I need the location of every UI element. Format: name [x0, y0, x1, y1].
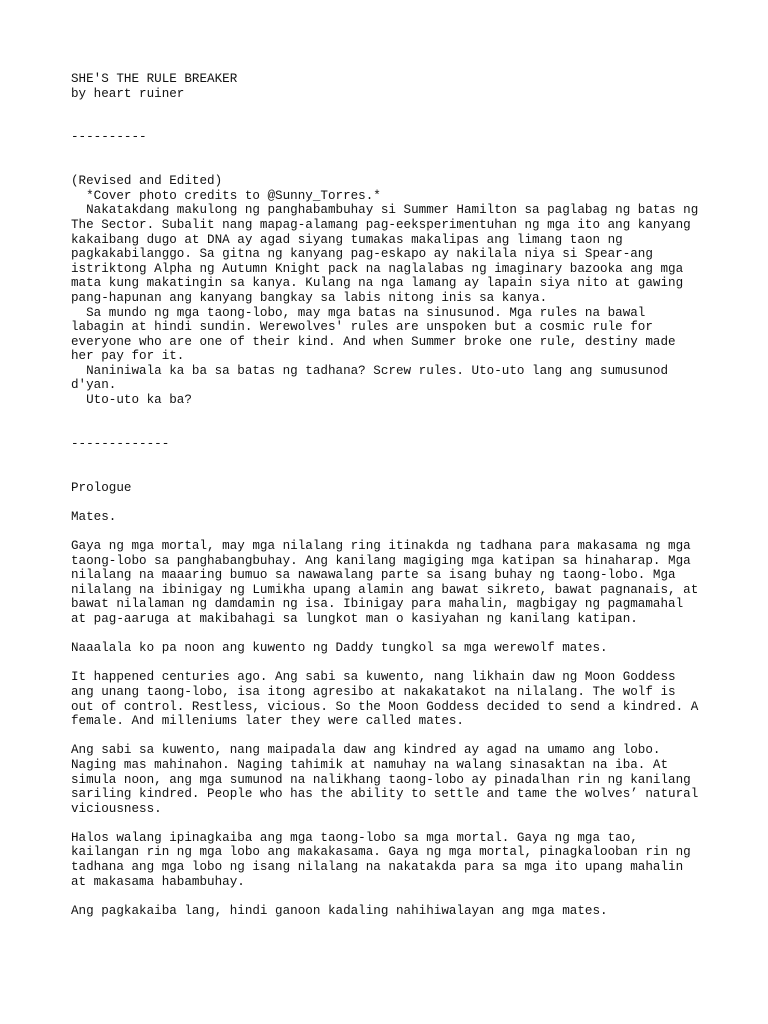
document-page — [71, 72, 711, 918]
text-line: out of control. Restless, vicious. So the Moon Goddess decided to send a kindred. A — [71, 699, 699, 714]
text-line: ang unang taong-lobo, isa itong agresibo at nakakatakot na nilalang. The wolf is — [71, 684, 676, 699]
text-line: kakaibang dugo at DNA ay agad siyang tumakas makalipas ang limang taon ng — [71, 232, 623, 247]
text-line: her pay for it. — [71, 349, 185, 364]
text-line: kailangan rin ng mga lobo ang makakasama. Gaya ng mga mortal, pinagkalooban rin ng — [71, 845, 691, 860]
body-paragraph-6: Ang pagkakaiba lang, hindi ganoon kadaling nahihiwalayan ang mga mates. — [71, 903, 608, 918]
blurb-paragraph-3 — [71, 364, 711, 393]
text-line: Nakatakdang makulong ng panghabambuhay si Summer Hamilton sa paglabag ng batas ng — [71, 203, 699, 218]
blurb-paragraph-4: Uto-uto ka ba? — [71, 393, 192, 408]
text-line: taong-lobo sa panghabangbuhay. Ang kanilang magiging mga katipan sa hinaharap. Mga — [71, 553, 691, 568]
text-line: pagkakabilanggo. Sa gitna ng kanyang pag-eskapo ay nakilala niya si Spear-ang — [71, 247, 653, 262]
body-paragraph-1 — [71, 539, 711, 627]
text-line: tadhana ang mga lobo ng isang nilalang na nakatakda para sa mga ito upang mahalin — [71, 860, 684, 875]
blurb-paragraph-2 — [71, 306, 711, 364]
revision-note: (Revised and Edited) — [71, 174, 223, 189]
body-paragraph-5 — [71, 831, 711, 889]
text-line: Naging mas mahinahon. Naging tahimik at namuhay na walang sinasaktan na iba. At — [71, 757, 669, 772]
text-line: pang-hapunan ang kanyang bangkay sa labis nitong inis sa kanya. — [71, 290, 548, 305]
text-line: istriktong Alpha ng Autumn Knight pack na naglalabas ng imaginary bazooka ang mga — [71, 261, 684, 276]
author-byline: by heart ruiner — [71, 86, 185, 101]
text-line: everyone who are one of their kind. And when Summer broke one rule, destiny made — [71, 334, 676, 349]
body-paragraph-3 — [71, 670, 711, 728]
text-line: Sa mundo ng mga taong-lobo, may mga batas na sinusunod. Mga rules na bawal — [71, 305, 646, 320]
text-line: viciousness. — [71, 801, 162, 816]
text-line: It happened centuries ago. Ang sabi sa kuwento, nang likhain daw ng Moon Goddess — [71, 670, 676, 685]
text-line: simula noon, ang mga sumunod na nalikhang taong-lobo ay pinadalhan rin ng kanilang — [71, 772, 691, 787]
text-line: sariling kindred. People who has the ability to settle and tame the wolves’ natural — [71, 787, 699, 802]
text-line: female. And milleniums later they were called mates. — [71, 714, 464, 729]
text-line: Halos walang ipinagkaiba ang mga taong-lobo sa mga mortal. Gaya ng mga tao, — [71, 830, 638, 845]
text-line: bawat nilalaman ng damdamin ng isa. Ibinigay para mahalin, magbigay ng pagmamahal — [71, 597, 684, 612]
mates-heading: Mates. — [71, 509, 117, 524]
text-line: nilalang na ibinigay ng Lumikha upang alamin ang bawat sikreto, bawat pagnanais, at — [71, 582, 699, 597]
section-divider: ------------- — [71, 436, 170, 451]
text-line: Gaya ng mga mortal, may mga nilalang ring itinakda ng tadhana para makasama ng mga — [71, 539, 691, 553]
text-line: mata kung makatingin sa kanya. Kulang na nga lamang ay lapain siya nito at gawing — [71, 276, 684, 291]
text-line: Ang sabi sa kuwento, nang maipadala daw ang kindred ay agad na umamo ang lobo. — [71, 743, 661, 758]
text-line: at pag-aaruga at makibahagi sa lungkot man o kasiyahan ng kanilang katipan. — [71, 611, 638, 626]
text-line: at makasama habambuhay. — [71, 874, 245, 889]
prologue-heading: Prologue — [71, 480, 132, 495]
section-divider: ---------- — [71, 130, 147, 145]
document-title: SHE'S THE RULE BREAKER — [71, 72, 238, 86]
text-line: d'yan. — [71, 378, 117, 393]
text-line: labagin at hindi sundin. Werewolves' rules are unspoken but a cosmic rule for — [71, 320, 653, 335]
body-paragraph-2: Naaalala ko pa noon ang kuwento ng Daddy tungkol sa mga werewolf mates. — [71, 641, 608, 656]
text-line: Naniniwala ka ba sa batas ng tadhana? Screw rules. Uto-uto lang ang sumusunod — [71, 363, 669, 378]
text-line: The Sector. Subalit nang mapag-alamang pag-eeksperimentuhan ng mga ito ang kanyang — [71, 217, 691, 232]
body-paragraph-4 — [71, 743, 711, 816]
text-line: nilalang na maaaring bumuo sa nawawalang parte sa isang buhay ng taong-lobo. Mga — [71, 568, 676, 583]
cover-credits: *Cover photo credits to @Sunny_Torres.* — [71, 188, 381, 203]
blurb-paragraph-1 — [71, 203, 711, 305]
